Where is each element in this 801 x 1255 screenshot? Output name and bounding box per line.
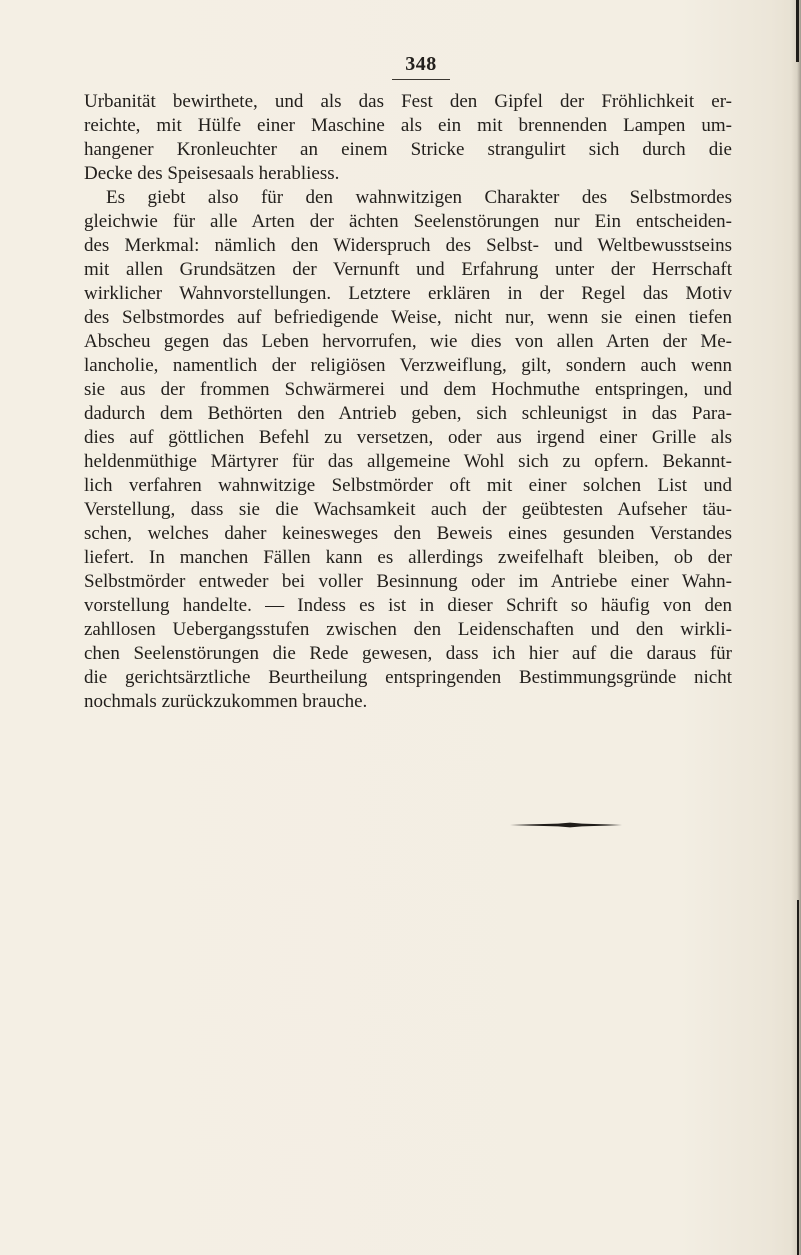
text-line: nochmals zurückzukommen brauche. [84, 691, 368, 712]
text-line: gleichwie für alle Arten der ächten Seelenstörungen nur Ein entscheiden- [84, 211, 732, 232]
text-line: Urbanität bewirthete, und als das Fest den Gipfel der Fröhlichkeit er- [84, 91, 732, 112]
text-line: liefert. In manchen Fällen kann es allerdings zweifelhaft bleiben, ob der [84, 547, 732, 568]
page-number: 348 [405, 53, 437, 75]
text-line: heldenmüthige Märtyrer für das allgemeine Wohl sich zu opfern. Bekannt- [84, 451, 732, 472]
text-line: reichte, mit Hülfe einer Maschine als ein mit brennenden Lampen um- [84, 115, 732, 136]
text-line: vorstellung handelte. — Indess es ist in dieser Schrift so häufig von den [84, 595, 732, 616]
text-line: dadurch dem Bethörten den Antrieb geben, sich schleunigst in das Para- [84, 403, 732, 424]
body-text [84, 90, 732, 714]
text-line: dies auf göttlichen Befehl zu versetzen, oder aus irgend einer Grille als [84, 427, 732, 448]
text-line: zahllosen Uebergangsstufen zwischen den Leidenschaften und den wirkli- [84, 619, 732, 640]
text-line: lich verfahren wahnwitzige Selbstmörder oft mit einer solchen List und [84, 475, 732, 496]
text-line: Decke des Speisesaals herabliess. [84, 163, 340, 184]
text-line: chen Seelenstörungen die Rede gewesen, dass ich hier auf die daraus für [84, 643, 732, 664]
text-line: des Selbstmordes auf befriedigende Weise, nicht nur, wenn sie einen tiefen [84, 307, 732, 328]
text-line: Verstellung, dass sie die Wachsamkeit auch der geübtesten Aufseher täu- [84, 499, 732, 520]
text-line: mit allen Grundsätzen der Vernunft und Erfahrung unter der Herrschaft [84, 259, 732, 280]
text-line: Es giebt also für den wahnwitzigen Charakter des Selbstmordes [106, 187, 732, 208]
text-line: Abscheu gegen das Leben hervorrufen, wie dies von allen Arten der Me- [84, 331, 732, 352]
text-line: lancholie, namentlich der religiösen Verzweiflung, gilt, sondern auch wenn [84, 355, 732, 376]
text-line: sie aus der frommen Schwärmerei und dem Hochmuthe entspringen, und [84, 379, 732, 400]
text-line: Selbstmörder entweder bei voller Besinnung oder im Antriebe einer Wahn- [84, 571, 732, 592]
text-line: wirklicher Wahnvorstellungen. Letztere erklären in der Regel das Motiv [84, 283, 732, 304]
page-number-underline [392, 79, 450, 80]
page-edge-mark [796, 0, 799, 62]
text-line: die gerichtsärztliche Beurtheilung entspringenden Bestimmungsgründe nicht [84, 667, 732, 688]
page-edge-mark [797, 900, 799, 1255]
text-line: hangener Kronleuchter an einem Stricke strangulirt sich durch die [84, 139, 732, 160]
text-line: schen, welches daher keinesweges den Beweis eines gesunden Verstandes [84, 523, 732, 544]
end-ornament [510, 822, 622, 828]
page-edge-shadow [791, 0, 801, 1255]
text-line: des Merkmal: nämlich den Widerspruch des Selbst- und Weltbewusstseins [84, 235, 732, 256]
